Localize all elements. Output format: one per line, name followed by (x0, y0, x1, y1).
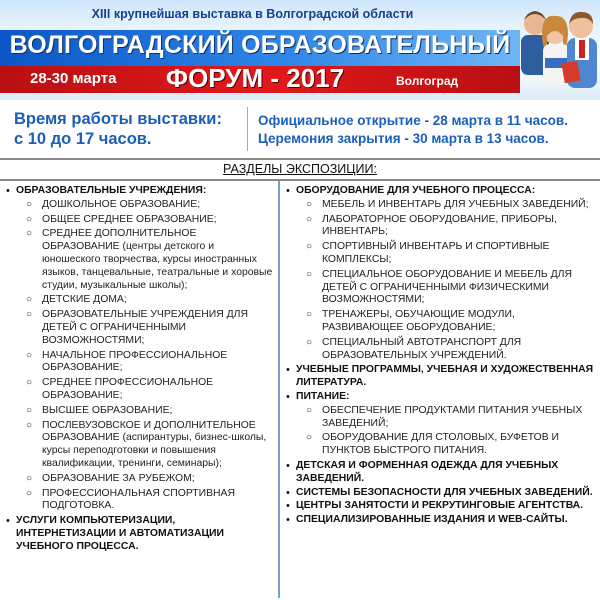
column-divider (278, 181, 280, 598)
circle-bullet-icon: ○ (306, 268, 313, 280)
opening-hours-value: с 10 до 17 часов. (14, 130, 152, 148)
list-item (286, 487, 596, 500)
list-item-title: ДЕТСКАЯ И ФОРМЕННАЯ ОДЕЖДА ДЛЯ УЧЕБНЫХ ЗАВЕДЕНИЙ. (296, 459, 559, 484)
circle-bullet-icon: ○ (26, 294, 33, 306)
right-column (286, 185, 596, 528)
sub-item (296, 199, 596, 212)
sub-item-text: СПЕЦИАЛЬНОЕ ОБОРУДОВАНИЕ И МЕБЕЛЬ ДЛЯ ДЕТЕЙ С ОГРАНИЧЕННЫМИ ФИЗИЧЕСКИМИ ВОЗМОЖНОСТЯМИ; (322, 268, 572, 306)
list-item (286, 514, 596, 527)
forum-title-year: ФОРУМ - 2017 (165, 63, 345, 93)
closing-ceremony: Церемония закрытия - 30 марта в 13 часов. (258, 131, 549, 146)
circle-bullet-icon: ○ (26, 349, 33, 361)
list-item (286, 391, 596, 458)
sub-item (296, 337, 596, 363)
sub-item-text: ОБРАЗОВАТЕЛЬНЫЕ УЧРЕЖДЕНИЯ ДЛЯ ДЕТЕЙ С ОГРАНИЧЕННЫМИ ВОЗМОЖНОСТЯМИ; (42, 309, 248, 346)
official-opening: Официальное открытие - 28 марта в 11 часов. (258, 113, 568, 128)
ceremony-dates (258, 112, 598, 148)
sub-item-text: ОБЕСПЕЧЕНИЕ ПРОДУКТАМИ ПИТАНИЯ УЧЕБНЫХ ЗАВЕДЕНИЙ; (322, 404, 583, 429)
bullet-icon: • (6, 515, 10, 528)
sub-item (16, 294, 274, 307)
sub-item-text: ОБОРУДОВАНИЕ ДЛЯ СТОЛОВЫХ, БУФЕТОВ И ПУНКТОВ БЫСТРОГО ПИТАНИЯ. (322, 432, 560, 457)
sub-item (16, 199, 274, 212)
sub-item (16, 377, 274, 403)
circle-bullet-icon: ○ (306, 336, 313, 348)
info-divider (247, 107, 248, 151)
circle-bullet-icon: ○ (26, 419, 33, 431)
event-city: Волгоград (396, 74, 459, 88)
sub-item-text: МЕБЕЛЬ И ИНВЕНТАРЬ ДЛЯ УЧЕБНЫХ ЗАВЕДЕНИЙ; (322, 198, 589, 210)
list-item (6, 515, 274, 553)
header-banner (0, 0, 600, 100)
list-item-title: ПИТАНИЕ: (296, 390, 350, 402)
sub-item (296, 241, 596, 267)
list-item-title: ОБРАЗОВАТЕЛЬНЫЕ УЧРЕЖДЕНИЯ: (16, 185, 207, 196)
bullet-icon: • (286, 185, 290, 197)
circle-bullet-icon: ○ (306, 404, 313, 416)
circle-bullet-icon: ○ (306, 241, 313, 253)
sub-item-note: (центры детского и юношеского творчества, курсы иностранных языков, танцевальные, театральные и хоровые студии, музыкальные школы); (42, 241, 273, 291)
circle-bullet-icon: ○ (26, 377, 33, 389)
sub-item-text: ПРОФЕССИОНАЛЬНАЯ СПОРТИВНАЯ ПОДГОТОВКА. (42, 487, 235, 512)
sub-item (16, 473, 274, 486)
sub-item-text: СРЕДНЕЕ ДОПОЛНИТЕЛЬНОЕ ОБРАЗОВАНИЕ (42, 228, 197, 253)
sub-item-text: ДЕТСКИЕ ДОМА; (42, 294, 127, 306)
list-item-title: УЧЕБНЫЕ ПРОГРАММЫ, УЧЕБНАЯ И ХУДОЖЕСТВЕННАЯ ЛИТЕРАТУРА. (296, 364, 594, 389)
circle-bullet-icon: ○ (26, 198, 33, 210)
circle-bullet-icon: ○ (26, 472, 33, 484)
sub-item (296, 309, 596, 335)
forum-title: ВОЛГОГРАДСКИЙ ОБРАЗОВАТЕЛЬНЫЙ (9, 31, 511, 59)
bullet-icon: • (6, 185, 10, 197)
sub-item-text: ВЫСШЕЕ ОБРАЗОВАНИЕ; (42, 404, 173, 416)
list-item (6, 185, 274, 513)
sub-item-text: ТРЕНАЖЕРЫ, ОБУЧАЮЩИЕ МОДУЛИ, РАЗВИВАЮЩЕЕ ОБОРУДОВАНИЕ; (322, 309, 515, 333)
bullet-icon: • (286, 500, 290, 513)
sub-item-text: ОБЩЕЕ СРЕДНЕЕ ОБРАЗОВАНИЕ; (42, 213, 217, 225)
circle-bullet-icon: ○ (306, 198, 313, 210)
students-illustration (505, 2, 600, 98)
bullet-icon: • (286, 364, 290, 377)
sub-item (296, 269, 596, 307)
event-dates: 28-30 марта (30, 70, 117, 87)
opening-hours (14, 109, 244, 149)
list-item (286, 460, 596, 486)
circle-bullet-icon: ○ (26, 487, 33, 499)
sub-item (296, 214, 596, 240)
sub-item-text: ДОШКОЛЬНОЕ ОБРАЗОВАНИЕ; (42, 198, 201, 210)
sub-item-text: СПОРТИВНЫЙ ИНВЕНТАРЬ И СПОРТИВНЫЕ КОМПЛЕКСЫ; (322, 241, 550, 265)
sub-item-text: НАЧАЛЬНОЕ ПРОФЕССИОНАЛЬНОЕ ОБРАЗОВАНИЕ; (42, 349, 228, 374)
list-item-title: ОБОРУДОВАНИЕ ДЛЯ УЧЕБНОГО ПРОЦЕССА: (296, 185, 536, 196)
schedule-info (0, 105, 600, 155)
list-item-title: ЦЕНТРЫ ЗАНЯТОСТИ И РЕКРУТИНГОВЫЕ АГЕНТСТВА. (296, 500, 584, 512)
list-item-title: СИСТЕМЫ БЕЗОПАСНОСТИ ДЛЯ УЧЕБНЫХ ЗАВЕДЕНИЙ. (296, 486, 593, 498)
left-column (6, 185, 274, 555)
sub-item-text: СПЕЦИАЛЬНЫЙ АВТОТРАНСПОРТ ДЛЯ ОБРАЗОВАТЕЛЬНЫХ УЧРЕЖДЕНИЙ. (322, 336, 522, 361)
list-item (286, 185, 596, 362)
sub-item (296, 405, 596, 431)
circle-bullet-icon: ○ (26, 228, 33, 240)
sub-item (16, 488, 274, 514)
sub-item (16, 405, 274, 418)
exhibition-subtitle: XIII крупнейшая выставка в Волгоградской области (91, 7, 414, 21)
bullet-icon: • (286, 514, 290, 527)
circle-bullet-icon: ○ (306, 432, 313, 444)
sub-item (16, 350, 274, 376)
bullet-icon: • (286, 486, 290, 499)
sub-item-note: (аспирантуры, бизнес-школы, курсы переподготовки и повышения квалификации, тренинги, семинары); (42, 432, 267, 469)
sub-item-text: ОБРАЗОВАНИЕ ЗА РУБЕЖОМ; (42, 472, 195, 484)
sub-item (16, 420, 274, 471)
sub-item (16, 228, 274, 292)
circle-bullet-icon: ○ (306, 309, 313, 321)
list-item (286, 500, 596, 513)
opening-hours-label: Время работы выставки: (14, 110, 222, 128)
circle-bullet-icon: ○ (26, 404, 33, 416)
sub-item-text: СРЕДНЕЕ ПРОФЕССИОНАЛЬНОЕ ОБРАЗОВАНИЕ; (42, 377, 214, 401)
list-item-title: СПЕЦИАЛИЗИРОВАННЫЕ ИЗДАНИЯ И WEB-САЙТЫ. (296, 514, 568, 526)
circle-bullet-icon: ○ (26, 213, 33, 225)
bullet-icon: • (286, 390, 290, 403)
sub-item (296, 432, 596, 458)
sub-item-text: ПОСЛЕВУЗОВСКОЕ И ДОПОЛНИТЕЛЬНОЕ ОБРАЗОВАНИЕ (42, 419, 256, 444)
sub-item-text: ЛАБОРАТОРНОЕ ОБОРУДОВАНИЕ, ПРИБОРЫ, ИНВЕНТАРЬ; (322, 213, 557, 238)
list-item-title: УСЛУГИ КОМПЬЮТЕРИЗАЦИИ, ИНТЕРНЕТИЗАЦИИ И АВТОМАТИЗАЦИИ УЧЕБНОГО ПРОЦЕССА. (16, 515, 224, 552)
sections-heading-text: РАЗДЕЛЫ ЭКСПОЗИЦИИ: (223, 162, 377, 176)
sub-item (16, 309, 274, 347)
sections-heading (0, 160, 600, 178)
bullet-icon: • (286, 459, 290, 472)
circle-bullet-icon: ○ (26, 309, 33, 321)
list-item (286, 364, 596, 390)
circle-bullet-icon: ○ (306, 213, 313, 225)
sub-item (16, 214, 274, 227)
bottom-rule (0, 179, 600, 181)
